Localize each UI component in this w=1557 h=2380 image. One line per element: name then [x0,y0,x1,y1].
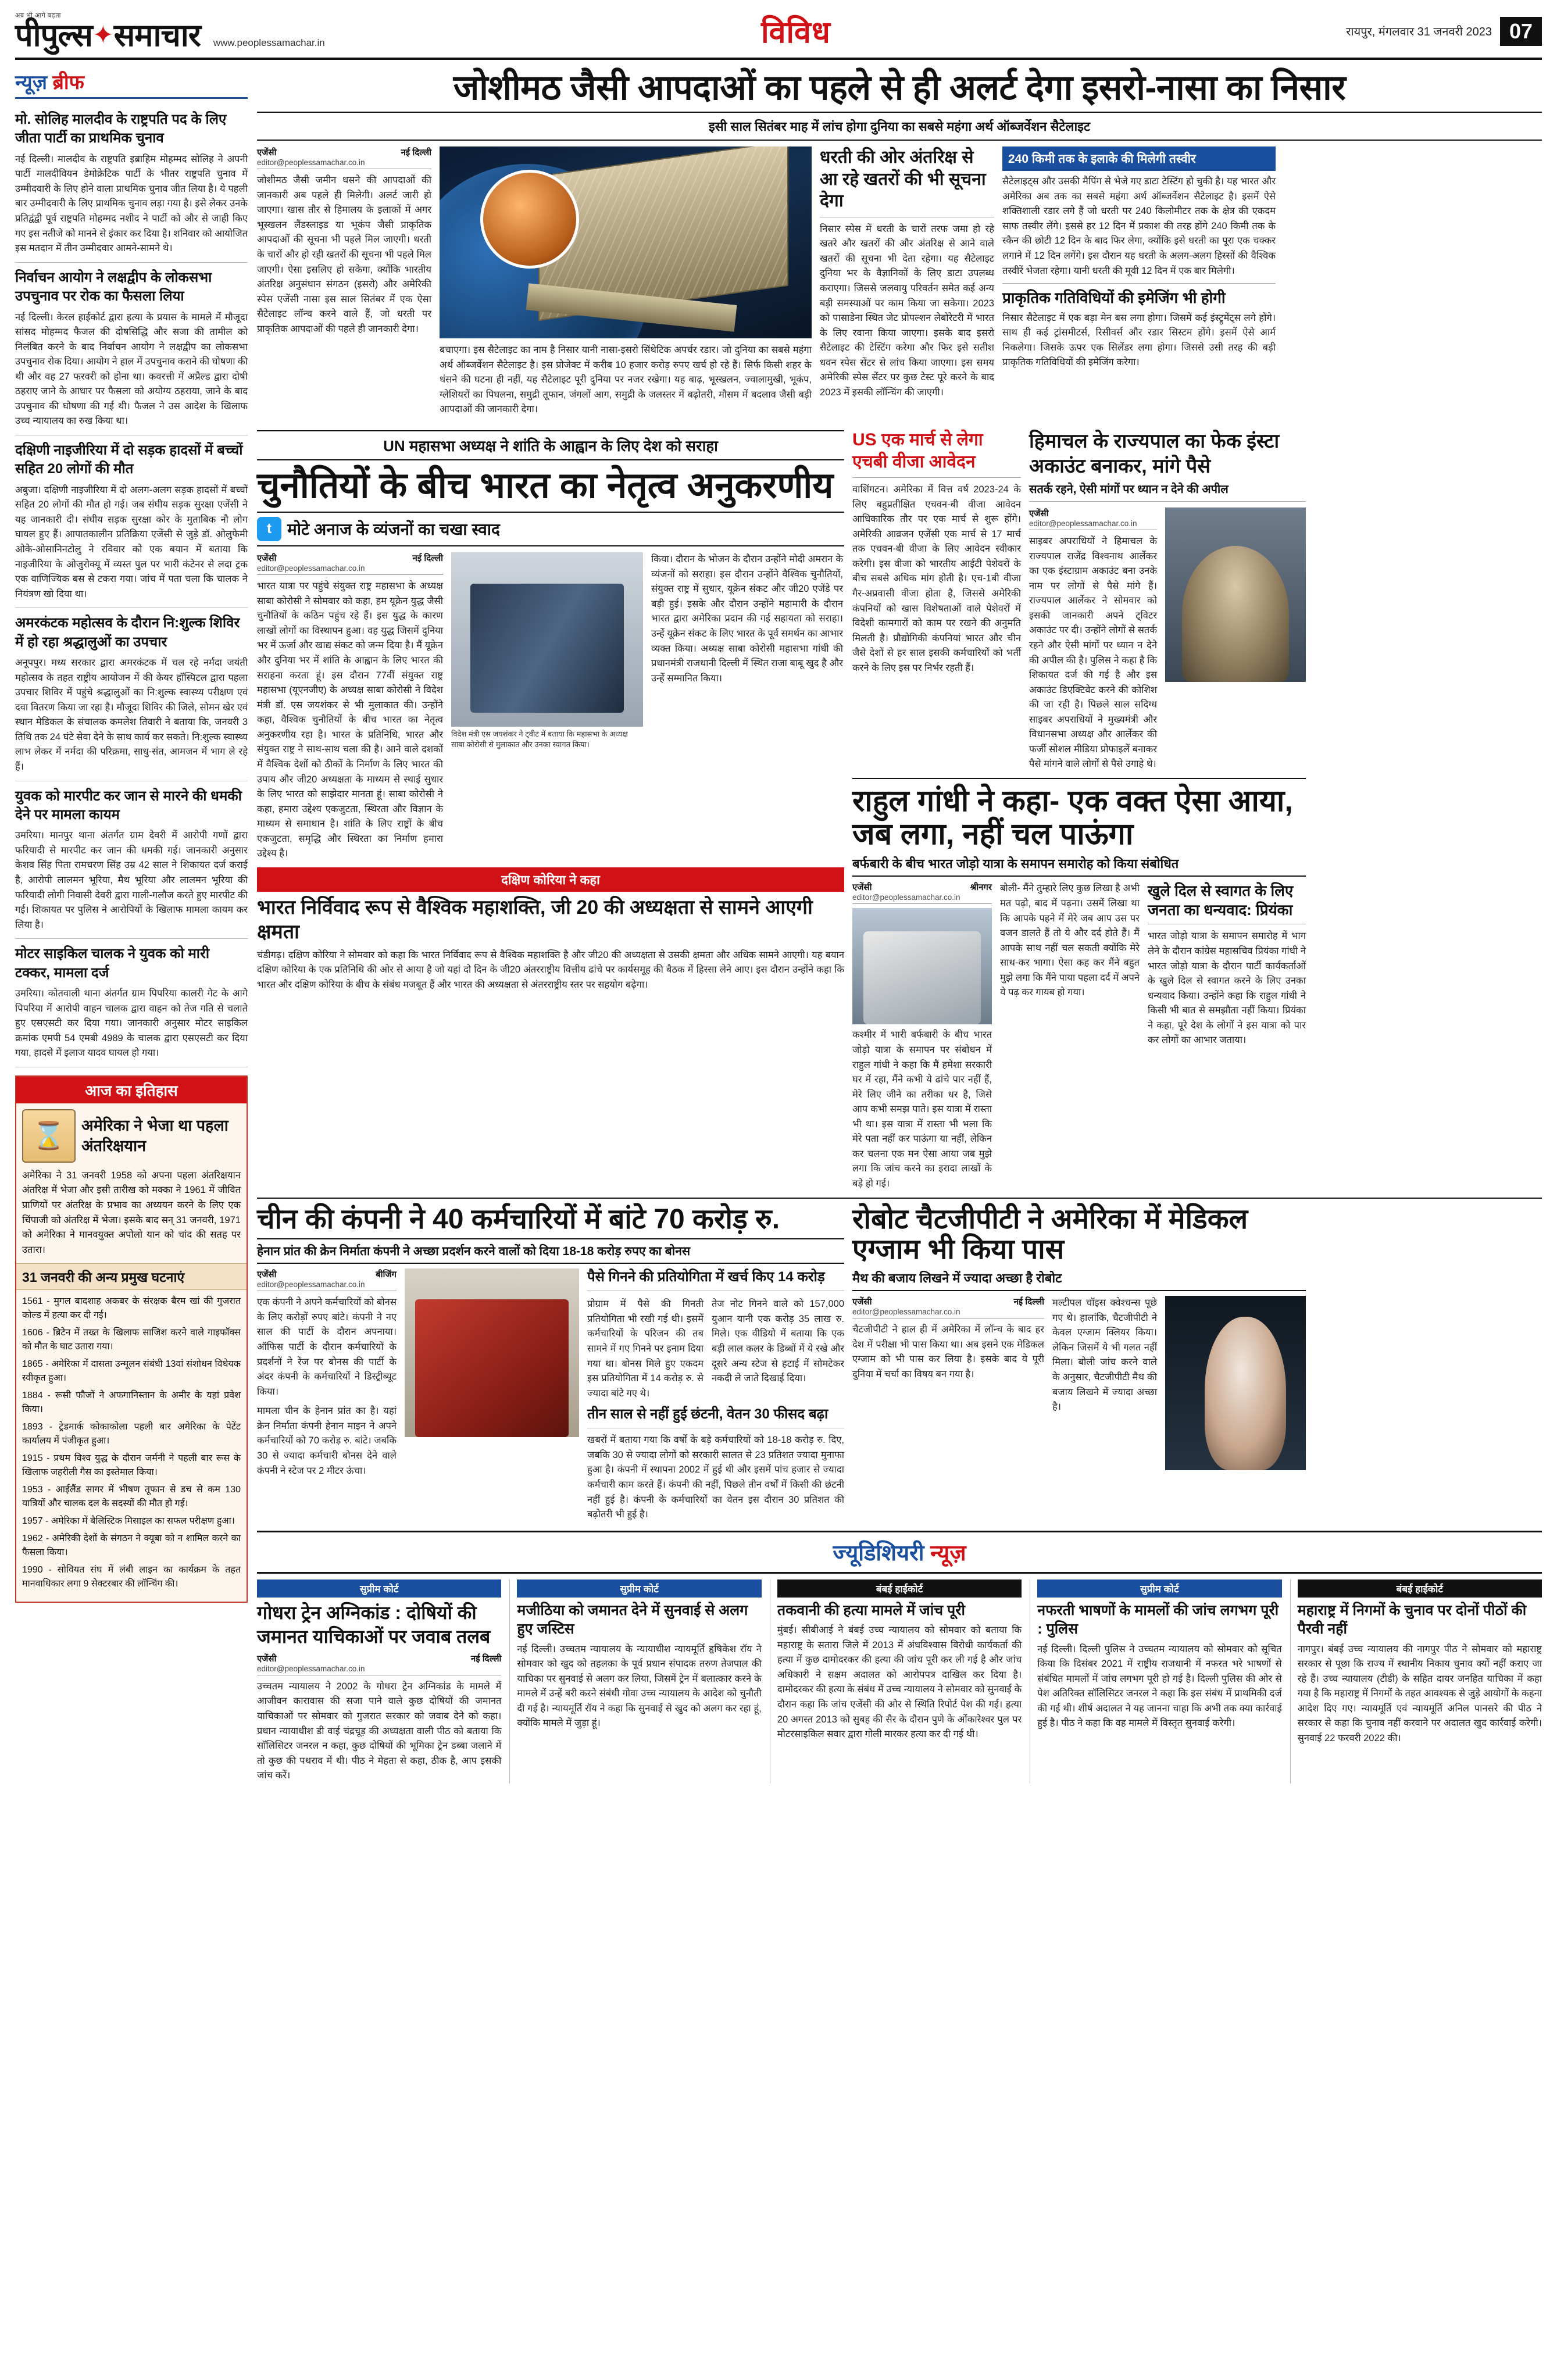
list-item[interactable] [15,263,248,435]
list-item: 1606 - ब्रिटेन में तख्त के खिलाफ साजिश करने वाले गाइफॉक्स को मौत के घाट उतारा गया। [22,1328,241,1352]
rahul-photo [852,908,992,1024]
byline-place: नई दिल्ली [401,148,431,158]
news-brief-header [15,68,248,99]
list-item: 1893 - ट्रेडमार्क कोकाकोला पहली बार अमेरिका के पेटेंट कार्यालय में पंजीकृत हुआ। [22,1422,241,1446]
himachal-story[interactable] [1029,429,1306,772]
lead-subheadline: इसी साल सितंबर माह में लांच होगा दुनिया का सबसे महंगा अर्थ ऑब्जर्वेशन सैटेलाइट [257,117,1542,135]
brief-title: अमरकंटक महोत्सव के दौरान नि:शुल्क शिविर में हो रहा श्रद्धालुओं का उपचार [15,615,240,650]
un-col-2: किया। दौरान के भोजन के दौरान उन्होंने मोदी अमरान के व्यंजनों को सराहा। इस दौरान उन्होंने वैश्विक चुनौतियों, संयुक्त राष्ट्र में सुधार, यूक्रेन संकट और जी20 एजेंडे पर बड़ी हुई। इसके और दौरान उन्होंने महामारी के दौरान भारत द्वारा अमेरिका प्रदान की गई सहायता को सराहा। उन्हें यूक्रेन संकट के लिए भारत के पूर्व समर्थन का आभार व्यक्त किया। अध्यक्ष साबा कोरोसी महासभा गांधी की प्रधानमंत्री राजधानी दिल्ली में स्थित राजा बाबू खुद है और उन्हें सम्मानित किया। [651,554,844,684]
judiciary-title: गोधरा ट्रेन अग्निकांड : दोषियों की जमानत याचिकाओं पर जवाब तलब [257,1602,491,1648]
list-item[interactable] [15,608,248,781]
rahul-story[interactable] [852,785,1306,1192]
millet-head: मोटे अनाज के व्यंजनों का चखा स्वाद [287,520,500,539]
byline-email[interactable]: editor@peoplessamachar.co.in [257,1280,397,1291]
byline-agency: एजेंसी [1029,509,1049,519]
masthead-right [1170,17,1542,46]
twitter-icon: t [257,517,281,541]
star-icon: ✦ [92,21,114,49]
byline [852,1296,1044,1307]
china-col-3: प्रोग्राम में पैसे की गिनती प्रतियोगिता भी रखी गई थी। इसमें कर्मचारियों के परिजन की तब सामने में गए गिनने पर इनाम दिया गया था। बोनस मिले हुए एकदम इस प्रतियोगिता में 14 करोड़ रु. से ज्यादा बांटे गए थे। [587,1299,703,1399]
list-item: 1884 - रूसी फौजों ने अफगानिस्तान के अमीर के यहां प्रवेश किया। [22,1391,241,1415]
judiciary-body: उच्चतम न्यायालय ने 2002 के गोधरा ट्रेन अग्निकांड के मामले में आजीवन कारावास की सजा पाने वाले कुछ दोषियों की जमानत याचिकाओं पर सोमवार को गुजरात सरकार को जवाब देने को कहा। प्रधान न्यायाधीश डी वाई चंद्रचूड़ की अध्यक्षता वाली पीठ को बताया कि सॉलिसिटर जनरल न कहा, कुछ दोषियों की भूमिका ट्रेन डब्बा जलाने में तो कुछ की पथराव में थी। पीठ ने मेहता से कहा, ठीक है, आप इसकी जांच करें। [257,1681,502,1781]
court-tag: सुप्रीम कोर्ट [257,1579,501,1598]
court-tag: बंबई हाईकोर्ट [777,1579,1022,1598]
judiciary-item[interactable] [1290,1579,1542,1784]
logo-text-1: पीपुल्स [15,18,92,53]
byline-place: नई दिल्ली [1013,1297,1044,1307]
china-subhead: हेनान प्रांत की क्रेन निर्माता कंपनी ने अच्छा प्रदर्शन करने वालों को दिया 18-18 करोड़ रुपए का बोनस [257,1238,844,1264]
news-brief-rail [15,68,248,1784]
judiciary-body: नई दिल्ली। उच्चतम न्यायालय के न्यायाधीश न्यायमूर्ति हृषिकेश रॉय ने सोमवार को खुद को तहलका के पूर्व प्रधान संपादक तरुण तेजपाल की याचिका पर सुनवाई से अलग कर लिया, जिसमें ट्रेन में बलात्कार करने के मामले में उन्हें बरी करने संबंधी गोवा उच्च न्यायालय के आदेश को चुनौती दी गई है। न्यायमूर्ति रॉय ने कहा कि सुनवाई से खुद को अलग कर रहा हूं, क्योंकि मामले में जुड़ा हूं। [517,1643,762,1729]
judiciary-body: नागपुर। बंबई उच्च न्यायालय की नागपुर पीठ ने सोमवार को महाराष्ट्र सरकार से पूछा कि राज्य में स्थानीय निकाय चुनाव क्यों नहीं कराए जा रहे हैं। उच्च न्यायालय (टीडी) के सहित दायर जनहित याचिका में कहा गया है कि महाराष्ट्र में निगमों के तहत आवश्यक से जुड़े आयोगों के कहना आदेश दिए गए। न्यायमूर्ति एवं न्यायमूर्ति अनिल पानसरे की पीठ ने सरकार से कहा कि चुनाव नहीं करवाने पर अदालत खुद कार्रवाई करेगी। सुनवाई 22 फरवरी 2022 की। [1297,1643,1542,1744]
page-number: 07 [1500,17,1542,46]
judiciary-body: नई दिल्ली। दिल्ली पुलिस ने उच्चतम न्यायालय को सोमवार को सूचित किया कि दिसंबर 2021 में राष्ट्रीय राजधानी में नफरत भरे भाषणों से संबंधित मामलों में जांच लगभग पूरी हो गई है। दिल्ली पुलिस की ओर से पेश अतिरिक्त सॉलिसिटर जनरल ने कहा कि इस संबंध में प्राथमिकी दर्ज की गई थी। शीर्ष अदालत ने यह जानना चाहा कि अभी तक क्या कार्रवाई हुई है। पीठ ने कहा कि वह मामले में विस्तृत सुनवाई करेगी। [1037,1643,1282,1729]
section-title: विविध [761,16,831,49]
korea-body: चंडीगढ़। दक्षिण कोरिया ने सोमवार को कहा कि भारत निर्विवाद रूप से वैश्विक महाशक्ति है और जी20 की अध्यक्षता से उसकी क्षमता और अधिक सामने आएगी। यह बयान दक्षिण कोरिया के एक प्रतिनिधि की ओर से आया है जो यहां दो दिन के जी20 अंतरराष्ट्रीय वित्तीय ढांचे पर कार्यसमूह की बैठक में हिस्सा लेने आए। इस दौरान उन्होंने कहा कि भारत और दक्षिण कोरिया के बीच के संबंध मजबूत हैं और भारत की अध्यक्षता से अंतरराष्ट्रीय स्तर पर सहयोग बढ़ेगा। [257,949,844,990]
china-col-5: खबरों में बताया गया कि वर्षों के बड़े कर्मचारियों को 18-18 करोड़ रु. दिए, जबकि 30 से ज्यादा लोगों को सरकारी सालत से 23 प्रतिशत ज्यादा मुनाफा हुआ है। कंपनी में स्थापना 2002 में हुई थी और इसमें पांच हजार से ज्यादा कर्मचारी काम करते हैं। कंपनी की नहीं, पिछले तीन वर्षों में किसी की छंटनी नहीं हुई है। कंपनी के कर्मचारियों का वेतन इस दौरान 30 प्रतिशत की बढ़ोतरी भी हुई है। [587,1435,844,1520]
china-col-2: मामला चीन के हेनान प्रांत का है। यहां क्रेन निर्माता कंपनी हेनान माइन ने अपने कर्मचारियों को 70 करोड़ रु. बांटे। जबकि 30 से ज्यादा कर्मचारी बोनस देने वाले कंपनी ने स्टेज पर 2 मीटर ऊंचा। [257,1406,397,1476]
list-item: 1865 - अमेरिका में दासता उन्मूलन संबंधी 13वां संशोधन विधेयक स्वीकृत हुआ। [22,1359,241,1384]
rahul-subhead: बर्फबारी के बीच भारत जोड़ो यात्रा के समापन समारोह को किया संबोधित [852,855,1306,877]
byline-email[interactable]: editor@peoplessamachar.co.in [1029,519,1157,530]
judiciary-item[interactable] [257,1579,501,1784]
inset-photo [480,170,579,269]
history-title: अमेरिका ने भेजा था पहला अंतरिक्षयान [81,1116,228,1155]
substory-body: निसार स्पेस में धरती के चारों तरफ जमा हो रहे खतरे और खतरों की और अंतरिक्ष से आने वाले खतरों की सूचना भी देता रहेगा। यह सैटेलाइट दुनिया भर के वैज्ञानिकों के लिए डाटा उपलब्ध कराएगा। जिससे जलवायु परिवर्तन समेत कई अन्य बड़ी समस्याओं पर काम किया जा सकेगा। 2023 को पासाडेना स्थित जेट प्रोपल्शन लेबोरेटरी में भारत के लिए रवाना किया जाएगा। इसके बाद इसरो सैटेलाइट की टेस्टिंग करेगा और फिर इसे सतीश धवन स्पेस सेंटर से लांच किया जाएगा। इस समय अमेरिकी स्पेस सेंटर पर कुछ टेस्ट पूरे करने के बाद 2023 में इसकी लॉन्चिंग की जाएगी। [820,223,994,398]
china-midhead-2: तीन साल से नहीं हुई छंटनी, वेतन 30 फीसद बढ़ा [587,1406,829,1423]
handshake-photo [451,552,643,727]
korea-title: भारत निर्विवाद रूप से वैश्विक महाशक्ति, जी 20 की अध्यक्षता से सामने आएगी क्षमता [257,896,813,944]
website-url[interactable]: www.peoplessamachar.in [213,37,325,48]
us-visa-title: US एक मार्च से लेगा एचबी वीजा आवेदन [852,430,983,471]
brief-body: अनूपपुर। मध्य सरकार द्वारा अमरकंटक में चल रहे नर्मदा जयंती महोत्सव के तहत राष्ट्रीय आयोजन में की केयर हॉस्पिटल द्वारा पहला उपचार शिविर में पहुंचे श्रद्धालुओं का नि:शुल्क स्वास्थ्य परीक्षण एवं दवा वितरण किया जा रहा है। मौजूदा शिविर की जिले, सोमन खेर एवं स्थान मेडिकल के संचालक कमलेश तिवारी ने बताया कि, जनवरी 3 तिथि तक 24 घंटे सेवा देने के साथ कार्य कर सकते। नि:शुल्क स्वास्थ्य लाभ लेकर में नर्मदा की परिक्रमा, साधु-संत, आमजन में भाग ले रहे हैं। [15,657,248,772]
byline-place: बीजिंग [376,1270,397,1280]
substory2-body: सैटेलाइट्स और उसकी मैपिंग से भेजे गए डाटा टेस्टिंग हो चुकी है। यह भारत और अमेरिका अब तक का सबसे महंगा अर्थ ऑब्जर्वेशन सैटेलाइट है। इसमें ऐसे शक्तिशाली रडार लगे हैं जो धरती पर 240 किलोमीटर तक के क्षेत्र की एकदम साफ तस्वीर लेंगे। इससे हर 12 दिन में प्रकाश की तरह होंगे 240 किमी तक के स्कैन की छोटी 12 दिन के बाद फिर लेगा, क्योंकि इसे धरती का पूरा एक चक्कर लगाने में 12 दिन लगेंगे। इस दौरान यह धरती के अलग-अलग हिस्सों की वैश्विक तस्वीरें भेजता रहेगा। यानी धरती की मूवी 12 दिन में एक बार मिलेगी। [1002,176,1276,276]
newspaper-logo [15,11,422,51]
byline-place: नई दिल्ली [412,553,443,564]
judiciary-item[interactable] [1030,1579,1281,1784]
byline-email[interactable]: editor@peoplessamachar.co.in [852,893,992,904]
brief-title: मो. सोलिह मालदीव के राष्ट्रपति पद के लिए जीता पार्टी का प्राथमिक चुनाव [15,112,227,146]
logo-tagline: अब भी आगे बढ़ता [15,12,61,19]
byline [852,881,992,893]
judiciary-title: नफरती भाषणों के मामलों की जांच लगभग पूरी : पुलिस [1037,1602,1279,1638]
judiciary-title: तकवानी की हत्या मामले में जांच पूरी [777,1602,965,1618]
byline [257,552,443,564]
un-col-1: भारत यात्रा पर पहुंचे संयुक्त राष्ट्र महासभा के अध्यक्ष साबा कोरोसी ने सोमवार को कहा, हम यूक्रेन युद्ध जैसी चुनौतियों के कठिन पहुंच रहे हैं। इस युद्ध के कारण लाखों लोगों का विस्थापन हुआ। वह युद्ध जिसमें दुनिया भर में ऊर्जा और खाद्य संकट को जन्म दिया है। मैं यूक्रेन और दुनिया भर में शांति के आह्वान के लिए भारत की सराहना करता हूं। इस दौरान 77वीं संयुक्त राष्ट्र महासभा (यूएनजीए) के अध्यक्ष साबा कोरोसी ने विदेश मंत्री डॉ. एस जयशंकर से भी मुलाकात की। उन्होंने कहा, वैश्विक चुनौतियों के बीच भारत का नेतृत्व अनुकरणीय रहा है। भारत के प्रतिनिधि, भारत और संयुक्त राष्ट्र ने साथ-साथ चला की है। आने वाले दशकों में वैश्विक देशों को ठीकों के निर्माण के लिए भारत की उपाय और जी20 अध्यक्षता के माध्यम से स्थाई सुधार के लिए भारत को साझेदार मानता हूं। साबा कोरोसी ने कहा, हमारा उद्देश्य एकजुटता, स्थिरता और विज्ञान के माध्यम से समाधान है। शांति के लिए राष्ट्रों के बीच एकजुटता, समृद्धि और स्थिरता का निर्माण हमारा उद्देश्य है। [257,581,443,859]
main-content [257,68,1542,1784]
history-events-list [16,1290,247,1602]
china-story[interactable] [257,1205,844,1523]
byline-place: श्रीनगर [970,882,992,893]
lead-col-2: बचाएगा। इस सैटेलाइट का नाम है निसार यानी नासा-इसरो सिंथेटिक अपर्चर रडार। जो दुनिया का सबसे महंगा अर्थ ऑब्जर्वेशन सैटेलाइट है। इस प्रोजेक्ट में करीब 10 हजार करोड़ रुपए खर्च हो रहे हैं। सिर्फ किसी शहर के धंसने की घटना ही नहीं, यह सैटेलाइट पूरी दुनिया पर नजर रखेगा। यह बाढ़, भूस्खलन, ज्वालामुखी, भूकंप, ग्लेशियरों का पिघलना, समुद्री तूफान, जंगलों आग, समुद्री के जलस्तर में बढ़ोतरी, मौसम में बदलाव जैसी बड़ी आपदाओं की जानकारी देगा। [440,345,812,415]
brief-title: निर्वाचन आयोग ने लक्षद्वीप के लोकसभा उपचुनाव पर रोक का फैसला लिया [15,269,212,305]
substory2-header: 240 किमी तक के इलाके की मिलेगी तस्वीर [1002,146,1276,171]
lead-story[interactable] [257,68,1542,417]
substory3-title: प्राकृतिक गतिविधियों की इमेजिंग भी होगी [1002,289,1226,307]
priyanka-body: भारत जोड़ो यात्रा के समापन समारोह में भाग लेने के दौरान कांग्रेस महासचिव प्रियंका गांधी ने भारत जोड़ो यात्रा के दौरान पार्टी कार्यकर्ताओं के खुले दिल से स्वागत करने के लिए उनका धन्यवाद किया। उन्होंने कहा कि राहुल गांधी ने किसी भी बात से समझौता नहीं किया। प्रियंका ने कहा, पूरे देश के लोगों ने इस यात्रा को पार कर लोगों का आभार जताया। [1148,931,1306,1046]
himachal-body: साइबर अपराधियों ने हिमाचल के राज्यपाल राजेंद्र विश्वनाथ आर्लेकर का एक इंस्टाग्राम अकाउंट बना उनके नाम पर लोगों से पैसे मांगे हैं। राज्यपाल आर्लेकर ने सोमवार को इसकी जानकारी अपने ट्विटर अकाउंट पर दी। उन्होंने लोगों से सतर्क रहने और ऐसी मांगों पर ध्यान न देने की अपील की है। पुलिस ने कहा है कि शिकायत दर्ज की गई है और इस अकाउंट डिएक्टिवेट करने की कोशिश की जा रही है। पिछले साल सदिग्ध साइबर अपराधियों ने मुख्यमंत्री और विधानसभा अध्यक्ष और आर्लेकर की फर्जी सोशल मीडिया प्रोफाइलें बनाकर पैसे मांगने वाले लोगों से पैसे उगाहे थे। [1029,536,1157,770]
satellite-photo [440,146,812,338]
court-tag: सुप्रीम कोर्ट [1037,1579,1281,1598]
byline-agency: एजेंसी [852,1297,872,1307]
list-item: 1962 - अमेरिकी देशों के संगठन ने क्यूबा को न शामिल करने का फैसला किया। [22,1534,241,1558]
brief-title: दक्षिणी नाइजीरिया में दो सड़क हादसों में बच्चों सहित 20 लोगों की मौत [15,442,243,477]
byline-place: नई दिल्ली [470,1653,502,1664]
brief-body: नई दिल्ली। मालदीव के राष्ट्रपति इब्राहिम मोहम्मद सोलिह ने अपनी पार्टी मालदीवियन डेमोक्रेटिक पार्टी के भीतर राष्ट्रपति चुनाव में उम्मीदवारी के लिए होने वाला प्राथमिक चुनाव जीत लिया है। ये पहली बार उम्मीदवारी के लिए प्राथमिक चुनाव लड़ा गया है। इसे लेकर उनके प्रतिद्वंद्वी पूर्व राष्ट्रपति मोहम्मद नशीद ने पार्टी को और से जाही किए गए इस नतीजे को मानने से इंकार कर दिया है। शनिवार को आयोजित इस मतदान में तीन उम्मीदवार आमने-सामने थे। [15,153,248,254]
substory3-body: निसार सैटेलाइट में एक बड़ा मेन बस लगा होगा। जिसमें कई इंस्ट्रूमेंट्स लगे होंगे। साथ ही कई ट्रांसमीटर्स, रिसीवर्स और रडार सिस्टम होंगे। इसमें ऐसे आर्म निकलेगा। जिसके ऊपर एक सिलेंडर लगा होगा। जिससे उसी तरह की बड़ी प्राकृतिक गतिविधियों की इमेजिंग करेगा। [1002,312,1276,368]
list-item: 1561 - मुगल बादशाह अकबर के संरक्षक बैरम खां की गुजरात कोल्ड में हत्या कर दी गई। [22,1296,241,1321]
lead-col-1: जोशीमठ जैसी जमीन धसने की आपदाओं की जानकारी अब पहले ही मिलेगी। अलर्ट जारी हो जाएगा। खास तौर से हिमालय के इलाकों में अगर भूस्खलन लैंडस्लाइड या भूकंप जैसी प्राकृतिक आपदाओं की सूचना भी पहले मिल जाएगी। धरती के चारों और हो रही खतरों की सूचना भी पहले मिल जाएगी। ऐसा इसलिए हो सकेगा, क्योंकि भारतीय अंतरिक्ष अनुसंधान संगठन (इसरो) और अमेरिकी स्पेस एजेंसी नासा इस साल सितंबर में एक ऐसा सैटेलाइट लॉन्च करने वाले हैं, जो धरती पर प्राकृतिक आपदाओं की पहले ही जानकारी देगा। [257,175,431,334]
brief-body: नई दिल्ली। केरल हाईकोर्ट द्वारा हत्या के प्रयास के मामले में मौजूदा सांसद मोहम्मद फैजल की दोषसिद्धि और सजा की तामील को निलंबित करने के बाद निर्वाचन आयोग ने लक्षद्वीप का लोकसभा उपचुनाव रोक दिया। आयोग ने हाल में उपचुनाव कराने की घोषणा की थी और वह 27 फरवरी को होना था। कवरत्ती में अप्रैल्ड द्वारा दोषी ठहराए जाने के आधार पर फैसला को अयोग्य ठहराया, जाने के बाद उपचुनाव की घोषणा की गई थी। फैजल ने उस आदेश के खिलाफ उच्च न्यायालय का रुख किया था। [15,312,248,427]
list-item[interactable] [15,105,248,263]
substory-title: धरती की ओर अंतरिक्ष से आ रहे खतरों की भी सूचना देगा [820,148,986,211]
hourglass-icon: ⌛ [22,1109,76,1163]
byline [1029,508,1157,519]
judiciary-title: महाराष्ट्र में निगमों के चुनाव पर दोनों पीठों की पैरवी नहीं [1297,1602,1527,1638]
photo-caption: विदेश मंत्री एस जयशंकर ने ट्वीट में बताया कि महासभा के अध्यक्ष साबा कोरोसी से मुलाकात और उनका स्वागत किया। [451,730,628,749]
un-story[interactable] [257,423,844,1192]
himachal-title: हिमाचल के राज्यपाल का फेक इंस्टा अकाउंट बनाकर, मांगे पैसे [1029,430,1280,477]
robot-story[interactable] [852,1205,1306,1523]
byline-email[interactable]: editor@peoplessamachar.co.in [257,564,443,575]
history-body: अमेरिका ने 31 जनवरी 1958 को अपना पहला अंतरिक्षयान अंतरिक्ष में भेजा और इसी तारीख को मक्का ने 1961 में जीवित प्राणियों पर अंतरिक्ष के प्रभाव का अध्ययन करने के लिए एक चिंपाजी को अंतरिक्ष में भेजा। इसके बाद सन् 31 जनवरी, 1971 को अमेरिका ने मानवयुक्त अपोलो यान को चांद की सतह पर उतारा। [22,1170,241,1255]
brief-body: उमरिया। मानपुर थाना अंतर्गत ग्राम देवरी में आरोपी गणों द्वारा फरियादी से मारपीट कर जान की धमकी गई। जानकारी अनुसार केशव सिंह पिता रामचरण सिंह उम्र 42 साल ने शिकायत दर्ज कराई है, आरोपी लालमन भूरिया, मैथ भूरिया और लालमन भूरिया की फरियादी लोगी निवासी देवरी द्वारा गाली-गलौज करते हुए मारपीट की गई। शिकायत पर पुलिस ने आरोपियों के खिलाफ मामला कायम कर लिया है। [15,830,248,930]
un-headline: चुनौतियों के बीच भारत का नेतृत्व अनुकरणीय [257,466,834,506]
news-brief-label-2: ब्रीफ [52,72,84,94]
dateline: रायपुर, मंगलवार 31 जनवरी 2023 [1346,26,1492,38]
byline-agency: एजेंसी [257,1270,277,1280]
list-item: 1953 - आईलैंड सागर में भीषण तूफान से डच से कम 130 यात्रियों और चालक दल के सदस्यों की मौत हो गई। [22,1485,241,1509]
brief-title: युवक को मारपीट कर जान से मारने की धमकी देने पर मामला कायम [15,788,242,823]
right-stack [852,423,1306,1192]
section-header [422,10,1170,52]
list-item[interactable] [15,435,248,608]
masthead [15,10,1542,60]
byline-agency: एजेंसी [257,148,277,158]
byline [257,146,431,158]
china-headline: चीन की कंपनी ने 40 कर्मचारियों में बांटे 70 करोड़ रु. [257,1203,780,1235]
brief-title: मोटर साइकिल चालक ने युवक को मारी टक्कर, मामला दर्ज [15,946,210,981]
un-band: UN महासभा अध्यक्ष ने शांति के आह्वान के लिए देश को सराहा [257,430,844,460]
byline-email[interactable]: editor@peoplessamachar.co.in [852,1307,1044,1318]
list-item[interactable] [15,939,248,1067]
list-item: 1990 - सोवियत संघ में लंबी लाइन का कार्यक्रम के तहत मानवाधिकार लगा 9 सेक्टरबार की लॉन्चिंग की। [22,1565,241,1589]
china-photo [405,1268,579,1437]
governor-photo [1165,508,1306,682]
judiciary-band [257,1531,1542,1574]
history-header: आज का इतिहास [16,1077,247,1103]
robot-col-1: चैटजीपीटी ने हाल ही में अमेरिका में लॉन्च के बाद हर देश में परीक्षा भी पास किया था। अब इसने एक मेडिकल एग्जाम को भी पास कर लिया है। इसके बाद ये पूरी दुनिया में चर्चा का विषय बन गया है। [852,1324,1044,1380]
rahul-col-1: कश्मीर में भारी बर्फबारी के बीच भारत जोड़ो यात्रा के समापन पर संबोधन में राहुल गांधी ने कहा कि मैं हमेशा सरकारी घर में रहा, मैंने कभी ये ढांचे पार नहीं हैं, मेरे लिए जीने का तरीका धर है, जिसे आप कभी समझ पाते। इस यात्रा में रास्ता भी था। इस यात्रा में रास्ता भी भला कि मेरे पता नहीं कर पाऊंगा या नहीं, लेकिन कर चलना एक मन ऐसा आया जब मुझे लगा कि जांच करने का इरादा लाखों के बड़े हो गई। [852,1030,992,1189]
us-visa-body: वाशिंगटन। अमेरिका में वित्त वर्ष 2023-24 के लिए बहुप्रतीक्षित एचवन-बी वीजा आवेदन आधिकारिक तौर पर एक मार्च से शुरू होंगे। अमेरिकी आव्रजन एजेंसी एक मार्च से 17 मार्च तक एचवन-बी वीजा के लिए आवेदन स्वीकार करेगी। इस वीजा को भारतीय आईटी पेशेवरों के बीच सबसे अधिक मांग होती है। एच-1बी वीजा गैर-अप्रवासी वीजा होता है, जिससे अमेरिकी कंपनियों को खास विशेषताओं वाले पेशेवरों में विदेशी कामगारों को काम पर रखने की अनुमति मिलती है। प्रौद्योगिकी कंपनियां भारत और चीन जैसे देशों से हर साल इसकी कर्मचारियों को भर्ती करने के लिए इस पर निर्भर रहती हैं। [852,484,1021,673]
list-item: 1915 - प्रथम विश्व युद्ध के दौरान जर्मनी ने पहली बार रूस के खिलाफ जहरीली गैस का इस्तेमाल किया। [22,1453,241,1478]
page-title: जोशीमठ जैसी आपदाओं का पहले से ही अलर्ट देगा इसरो-नासा का निसार [453,68,1346,107]
brief-body: अबुजा। दक्षिणी नाइजीरिया में दो अलग-अलग सड़क हादसों में बच्चों सहित 20 लोगों की मौत हो गई। जब संघीय सड़क सुरक्षा एजेंसी ने यह जानकारी दी। संघीय सड़क सुरक्षा कोर के मुताबिक नौ लोग घायल हुए हैं। आपातकालीन प्रतिक्रिया एजेंसी से जुड़े डॉ. ओलुफेमी ओके-ओसानिनटोलु ने रविवार को एक बयान में बताया कि नाइजीरिया के ओजुरोक्यू में व्यस्त पुल पर भारी कंटेनर से लदा ट्रक एक वाणिज्यिक बस से टकरा गया। जांच में पता चला कि चालक ने नियंत्रण खो दिया था। [15,484,248,599]
list-item[interactable] [15,781,248,939]
court-tag: सुप्रीम कोर्ट [517,1579,761,1598]
robot-subhead: मैथ की बजाय लिखने में ज्यादा अच्छा है रोबोट [852,1269,1306,1291]
byline-agency: एजेंसी [852,882,872,893]
robot-headline: रोबोट चैटजीपीटी ने अमेरिका में मेडिकल एग्जाम भी किया पास [852,1203,1248,1266]
china-col-1: एक कंपनी ने अपने कर्मचारियों को बोनस के लिए करोड़ों रुपए बांटे। कंपनी ने नए साल की पार्टी के दौरान अपनाया। ऑफिस पार्टी के दौरान कर्मचारियों के प्रदर्शनों ने रेंज पर बोनस की पार्टी के अंदर कंपनी के कर्मचारियों ने डिस्ट्रीब्यूट किया। [257,1297,397,1397]
today-in-history-box [15,1075,248,1603]
judiciary-item[interactable] [770,1579,1022,1784]
list-item: 1957 - अमेरिका में बैलिस्टिक मिसाइल का सफल परीक्षण हुआ। [22,1516,235,1527]
rahul-headline: राहुल गांधी ने कहा- एक वक्त ऐसा आया, जब लगा, नहीं चल पाऊंगा [852,784,1293,852]
us-visa-story[interactable] [852,429,1021,772]
byline [257,1268,397,1280]
byline-agency: एजेंसी [257,553,277,564]
robot-photo [1165,1296,1306,1470]
court-tag: बंबई हाईकोर्ट [1298,1579,1542,1598]
judiciary-label-1: ज्यूडिशियरी [833,1541,931,1566]
judiciary-item[interactable] [509,1579,761,1784]
logo-text-2: समाचार [113,18,201,53]
china-col-4: तेज नोट गिनने वाले को 157,000 युआन यानी एक करोड़ 35 लाख रु. मिले। एक वीडियो में बताया कि एक बड़ी लाल कलर के डिब्बों में ये रखे और दूसरे अन्य स्टेज से हटाई में सोमटेकर नकदी ले जाते दिखाई दिया। [712,1299,844,1384]
china-midhead-1: पैसे गिनने की प्रतियोगिता में खर्च किए 14 करोड़ [587,1269,825,1285]
priyanka-title: खुले दिल से स्वागत के लिए जनता का धन्यवाद: प्रियंका [1148,882,1294,919]
millet-strip[interactable] [257,512,844,546]
byline-email[interactable]: editor@peoplessamachar.co.in [257,1664,501,1675]
judiciary-title: मजीठिया को जमानत देने में सुनवाई से अलग हुए जस्टिस [517,1602,748,1638]
history-subheader: 31 जनवरी की अन्य प्रमुख घटनाएं [16,1263,247,1290]
news-brief-label-1: न्यूज़ [15,72,53,94]
himachal-subtitle: सतर्क रहने, ऐसी मांगों पर ध्यान न देने की अपील [1029,483,1229,496]
byline-email[interactable]: editor@peoplessamachar.co.in [257,158,431,169]
robot-col-2: मल्टीपल चॉइस क्वेश्चन्स पूछे गए थे। हालांकि, चैटजीपीटी ने केवल एग्जाम क्लियर किया। लेकिन जिसमें ये भी गलत नहीं मिला। बोली जांच करने वाले के अनुसार, चैटजीपीटी मैथ की बजाय लिखने में ज्यादा अच्छा है। [1052,1298,1157,1413]
korea-tag: दक्षिण कोरिया ने कहा [257,867,844,892]
judiciary-columns [257,1579,1542,1784]
judiciary-label-2: न्यूज़ [930,1541,966,1566]
brief-body: उमरिया। कोतवाली थाना अंतर्गत ग्राम पिपरिया कालरी गेट के आगे पिपरिया में आरोपी वाहन चालक द्वारा वाहन को तेज गति से चलाते हुए एसएसटी कर दिया गया। जानकारी अनुसार मोटर साइकिल क्रमांक एमपी 54 एमबी 4989 के चालक द्वारा एसएसटी कर दिया गया, हादसे में इलाज यादव घायल हो गया। [15,988,248,1059]
byline-agency: एजेंसी [257,1653,277,1664]
rahul-col-2: बोली- मैंने तुम्हारे लिए कुछ लिखा है अभी मत पढ़ो, बाद में पढ़ना। उसमें लिखा था कि आपके पहने में मेरे जब आप उस पर वजन डालते हैं तो ये और दर्द होते हैं। मैं आपके साथ नहीं चल सकती क्योंकि मेरे साथ-कर भागा। ऐसा कह कर मैंने बहुत मुझे लगा कि मैंने पाया पहला दर्द में अपने ये पढ़ कर गायब हो गया। [1000,883,1140,998]
judiciary-body: मुंबई। सीबीआई ने बंबई उच्च न्यायालय को सोमवार को बताया कि महाराष्ट्र के सतारा जिले में 2013 में अंधविश्वास विरोधी कार्यकर्ता की हत्या में कुछ दामोदरकर की हत्या की जांच पूरी कर ली गई है और जांच अधिकारी ने सक्षम अदालत को आरोपपत्र दाखिल कर दिया है। दामोदरकर की हत्या के संबंध में उच्च न्यायालय ने सोमवार को सुनवाई के दौरान कहा कि जांच एजेंसी की ओर से स्थिति रिपोर्ट पेश की गई। हत्या 20 अगस्त 2013 को सुबह की सैर के दौरान पुणे के ओंकारेश्वर पुल पर मोटरसाइकिल सवार द्वारा गोली मारकर हत्या कर दी गई थी। [777,1625,1022,1740]
byline [257,1653,501,1664]
